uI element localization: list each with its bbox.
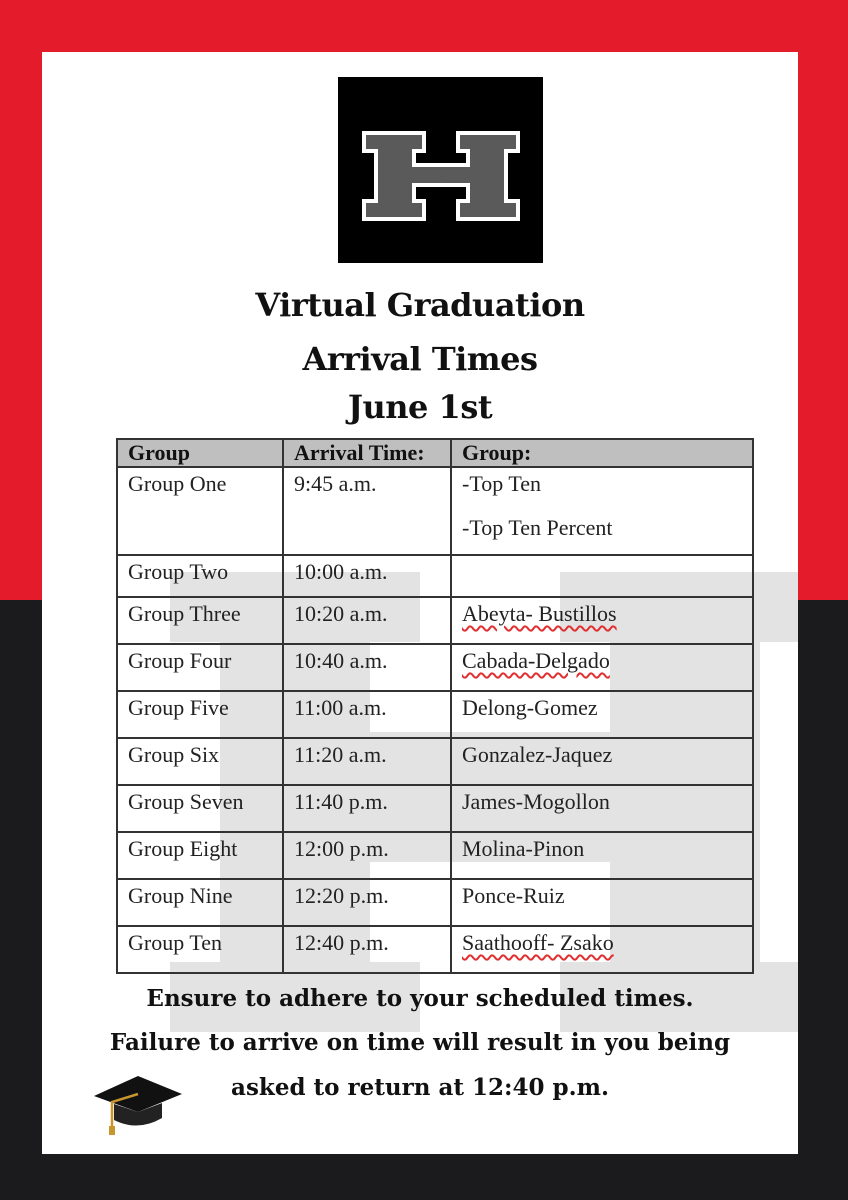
table-header-row (117, 439, 753, 467)
table-row (117, 597, 753, 644)
time-cell: 12:40 p.m. (283, 926, 451, 973)
time-cell: 11:00 a.m. (283, 691, 451, 738)
group-cell: Group Five (117, 691, 283, 738)
table-row (117, 467, 753, 555)
table-row (117, 555, 753, 597)
group-cell: Group Two (117, 555, 283, 597)
logo-letter: H (441, 177, 442, 178)
page-subtitle: Arrival Times (302, 340, 538, 378)
table-row (117, 738, 753, 785)
names-cell (451, 597, 753, 644)
names-text: Cabada-Delgado (462, 648, 610, 673)
group-cell: Group Four (117, 644, 283, 691)
group-cell: Group One (117, 467, 283, 555)
schedule-table (116, 438, 754, 974)
time-cell: 11:40 p.m. (283, 785, 451, 832)
table-row (117, 926, 753, 973)
time-cell: 10:00 a.m. (283, 555, 451, 597)
event-date: June 1st (347, 388, 493, 426)
table-row (117, 691, 753, 738)
names-cell: Gonzalez-Jaquez (451, 738, 753, 785)
group-cell: Group Eight (117, 832, 283, 879)
notice-line-2: Failure to arrive on time will result in you being (109, 1029, 731, 1056)
time-cell: 9:45 a.m. (283, 467, 451, 555)
names-line: -Top Ten (462, 471, 541, 496)
names-cell: Molina-Pinon (451, 832, 753, 879)
flyer-card (42, 52, 798, 1154)
header-names: Group: (451, 439, 753, 467)
page-title: Virtual Graduation (255, 286, 585, 324)
table-row (117, 785, 753, 832)
school-logo (338, 77, 543, 263)
table-row (117, 644, 753, 691)
names-line: -Top Ten Percent (462, 515, 613, 540)
time-cell: 12:00 p.m. (283, 832, 451, 879)
group-cell: Group Six (117, 738, 283, 785)
names-text: Abeyta- Bustillos (462, 601, 617, 626)
group-cell: Group Seven (117, 785, 283, 832)
group-cell: Group Three (117, 597, 283, 644)
graduation-cap-icon (92, 1072, 184, 1136)
time-cell: 12:20 p.m. (283, 879, 451, 926)
header-group: Group (117, 439, 283, 467)
group-cell: Group Nine (117, 879, 283, 926)
time-cell: 11:20 a.m. (283, 738, 451, 785)
names-cell: Ponce-Ruiz (451, 879, 753, 926)
notice-line-1: Ensure to adhere to your scheduled times. (146, 985, 694, 1012)
names-cell: Delong-Gomez (451, 691, 753, 738)
names-cell: James-Mogollon (451, 785, 753, 832)
names-cell (451, 555, 753, 597)
group-cell: Group Ten (117, 926, 283, 973)
header-arrival-time: Arrival Time: (283, 439, 451, 467)
time-cell: 10:20 a.m. (283, 597, 451, 644)
notice-line-3: asked to return at 12:40 p.m. (231, 1074, 609, 1101)
time-cell: 10:40 a.m. (283, 644, 451, 691)
table-row (117, 879, 753, 926)
table-row (117, 832, 753, 879)
names-cell (451, 926, 753, 973)
h-logo-icon (338, 77, 543, 263)
names-cell (451, 644, 753, 691)
names-text: Saathooff- Zsako (462, 930, 614, 955)
names-cell (451, 467, 753, 555)
